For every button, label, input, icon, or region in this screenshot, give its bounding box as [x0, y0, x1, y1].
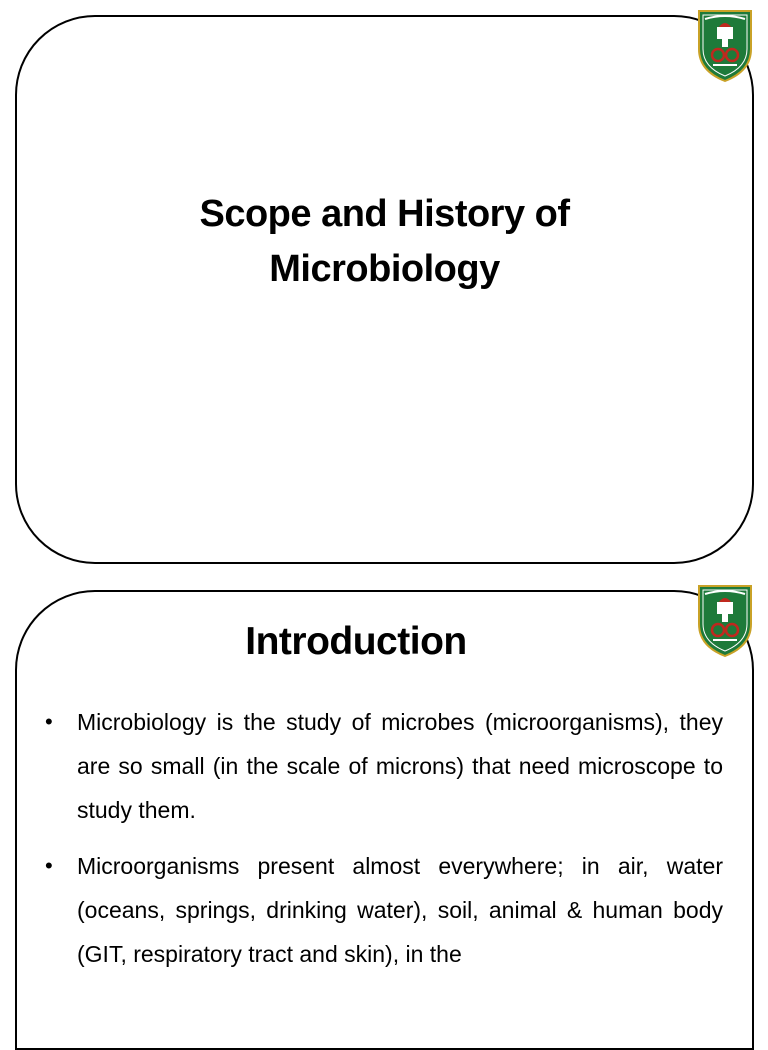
slide-title-line-2: Microbiology [269, 248, 500, 290]
introduction-title: Introduction [245, 620, 467, 663]
slide-title [17, 187, 752, 297]
university-crest-icon [695, 580, 755, 658]
bullet-text: Microorganisms present almost everywhere; in air, water (oceans, springs, drinking water), soil, animal & human body (GIT, respiratory tract and skin), in the [77, 853, 723, 967]
bullet-icon: • [45, 853, 53, 878]
bullet-text: Microbiology is the study of microbes (microorganisms), they are so small (in the scale of microns) that need microscope to study them. [77, 709, 723, 823]
bullet-item [43, 844, 723, 976]
slide-title-line-1: Scope and History of [199, 193, 570, 235]
introduction-slide [15, 590, 754, 1050]
university-crest-icon [695, 5, 755, 83]
title-slide [15, 15, 754, 564]
bullet-icon: • [45, 709, 53, 734]
bullet-list [43, 700, 723, 988]
bullet-item [43, 700, 723, 832]
